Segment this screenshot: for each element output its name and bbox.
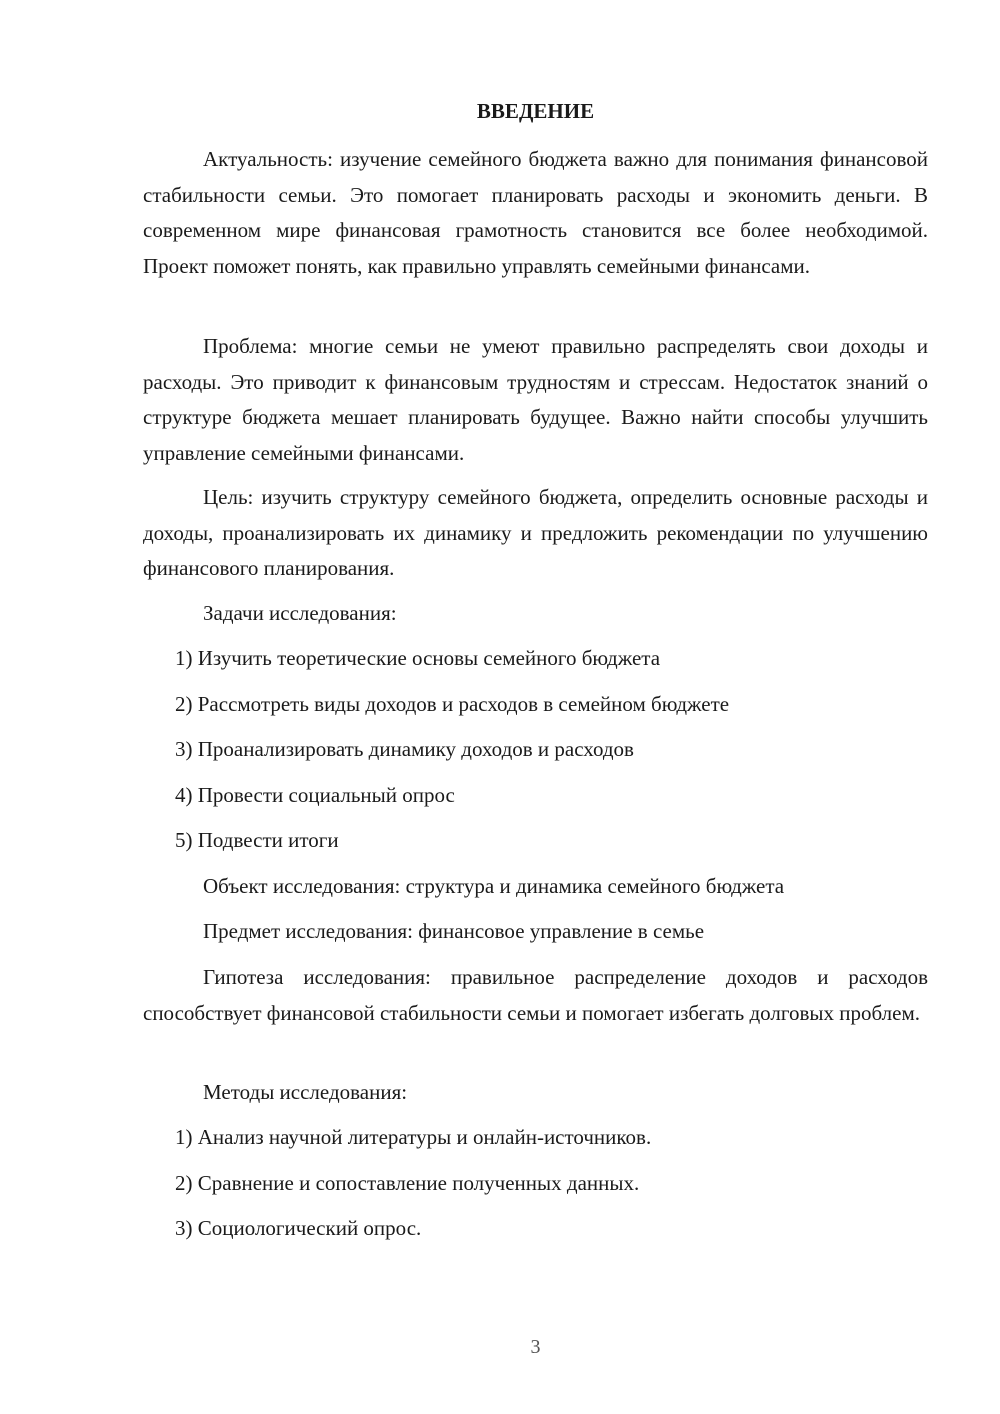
list-item: 3) Проанализировать динамику доходов и расходов: [175, 737, 634, 761]
list-item: 1) Изучить теоретические основы семейного бюджета: [175, 646, 661, 670]
tasks-heading: Задачи исследования:: [203, 601, 397, 625]
page-number: 3: [530, 1336, 541, 1358]
document-page: [143, 0, 928, 1414]
research-subject: Предмет исследования: финансовое управление в семье: [203, 919, 705, 943]
list-item: 1) Анализ научной литературы и онлайн-источников.: [175, 1125, 652, 1149]
list-item: 2) Сравнение и сопоставление полученных данных.: [175, 1171, 640, 1195]
goal-paragraph: Цель: изучить структуру семейного бюджета, определить основные расходы и доходы, проанализировать их динамику и предложить рекомендации по улучшению финансового планирования.: [143, 485, 928, 580]
list-item: 2) Рассмотреть виды доходов и расходов в семейном бюджете: [175, 692, 730, 716]
list-item: 3) Социологический опрос.: [175, 1216, 422, 1240]
list-item: 4) Провести социальный опрос: [175, 783, 455, 807]
problem-paragraph: Проблема: многие семьи не умеют правильно распределять свои доходы и расходы. Это приводит к финансовым трудностям и стрессам. Недостаток знаний о структуре бюджета мешает планировать будущее. Важно найти способы улучшить управление семейными финансами.: [143, 334, 928, 465]
page-title: ВВЕДЕНИЕ: [476, 99, 595, 123]
relevance-paragraph: Актуальность: изучение семейного бюджета важно для понимания финансовой стабильности семьи. Это помогает планировать расходы и экономить деньги. В современном мире финансовая грамотность становится все более необходимой. Проект поможет понять, как правильно управлять семейными финансами.: [143, 147, 928, 278]
research-object: Объект исследования: структура и динамика семейного бюджета: [203, 874, 785, 898]
methods-heading: Методы исследования:: [203, 1080, 408, 1104]
list-item: 5) Подвести итоги: [175, 828, 339, 852]
hypothesis-paragraph: Гипотеза исследования: правильное распределение доходов и расходов способствует финансовой стабильности семьи и помогает избегать долговых проблем.: [143, 965, 928, 1025]
